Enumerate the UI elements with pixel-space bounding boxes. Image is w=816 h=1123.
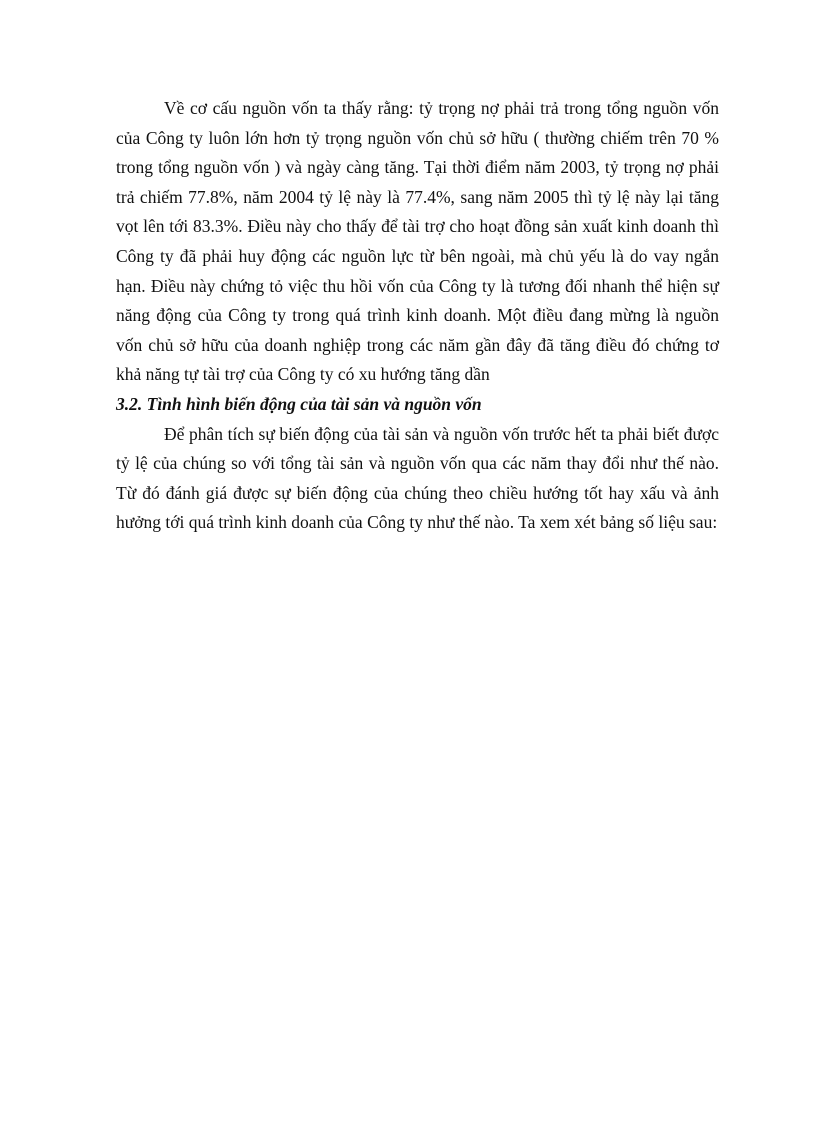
paragraph-capital-structure: Về cơ cấu nguồn vốn ta thấy rằng: tỷ trọng nợ phải trả trong tổng nguồn vốn của Công ty luôn lớn hơn tỷ trọng nguồn vốn chủ sở hữu ( thường chiếm trên 70 % trong tổng nguồn vốn ) và ngày càng tăng. Tại thời điểm năm 2003, tỷ trọng nợ phải trả chiếm 77.8%, năm 2004 tỷ lệ này là 77.4%, sang năm 2005 thì tỷ lệ này lại tăng vọt lên tới 83.3%. Điều này cho thấy để tài trợ cho hoạt đồng sản xuất kinh doanh thì Công ty đã phải huy động các nguồn lực từ bên ngoài, mà chủ yếu là do vay ngắn hạn. Điều này chứng tỏ việc thu hồi vốn của Công ty là tương đối nhanh thể hiện sự năng động của Công ty trong quá trình kinh doanh. Một điều đang mừng là nguồn vốn chủ sở hữu của doanh nghiệp trong các năm gần đây đã tăng điều đó chứng tơ khả năng tự tài trợ của Công ty có xu hướng tăng dần [116, 98, 719, 385]
document-body [116, 94, 719, 538]
section-heading: 3.2. Tình hình biến động của tài sản và nguồn vốn [116, 393, 482, 414]
paragraph-asset-changes: Để phân tích sự biến động của tài sản và nguồn vốn trước hết ta phải biết được tỷ lệ của chúng so với tổng tài sản và nguồn vốn qua các năm thay đổi như thế nào. Từ đó đánh giá được sự biến động của chúng theo chiều hướng tốt hay xấu và ảnh hưởng tới quá trình kinh doanh của Công ty như thế nào. Ta xem xét bảng số liệu sau: [116, 423, 719, 533]
